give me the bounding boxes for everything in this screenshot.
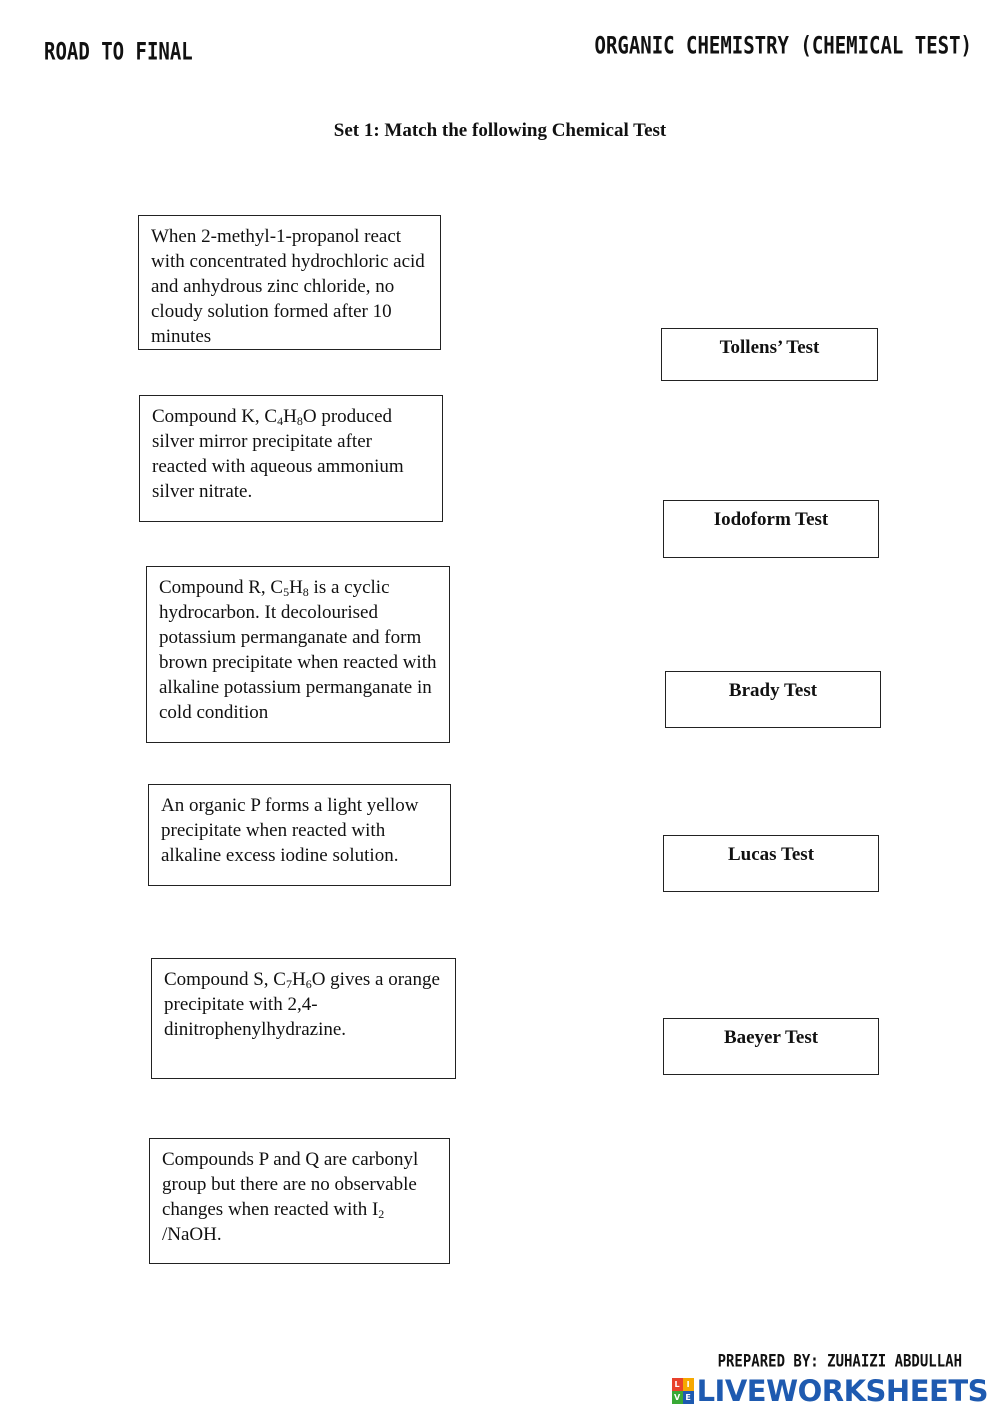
question-text-4: An organic P forms a light yellow precipitate when reacted with alkaline excess iodine solution. [161, 795, 419, 866]
question-text-1: When 2-methyl-1-propanol react with concentrated hydrochloric acid and anhydrous zinc chloride, no cloudy solution formed after 10 minutes [151, 226, 425, 347]
header-right-label: ORGANIC CHEMISTRY (CHEMICAL TEST) [594, 32, 972, 60]
header-left-label: ROAD TO FINAL [44, 38, 193, 66]
logo-mark-letter-e: E [683, 1391, 694, 1404]
liveworksheets-logo [672, 1374, 988, 1408]
logo-mark-letter-l: L [672, 1378, 683, 1391]
question-box-5 [151, 958, 456, 1079]
question-text-2: Compound K, $C_4H_8O$ produced silver mirror precipitate after reacted with aqueous ammonium silver nitrate. [152, 406, 404, 502]
answer-box-lucas-test[interactable]: Lucas Test [663, 835, 879, 892]
answer-box-tollens-test[interactable]: Tollens’ Test [661, 328, 878, 381]
question-box-4 [148, 784, 451, 886]
liveworksheets-logo-icon [672, 1378, 694, 1404]
question-box-3 [146, 566, 450, 743]
answer-box-brady-test[interactable]: Brady Test [665, 671, 881, 728]
answer-box-iodoform-test[interactable]: Iodoform Test [663, 500, 879, 558]
question-text-3: Compound R, $C_5H_8$ is a cyclic hydrocarbon. It decolourised potassium permanganate and form brown precipitate when reacted with alkaline potassium permanganate in cold condition [159, 577, 437, 723]
page-title: Set 1: Match the following Chemical Test [333, 120, 667, 141]
prepared-by-label: PREPARED BY: ZUHAIZI ABDULLAH [717, 1352, 962, 1372]
logo-mark-letter-i: I [683, 1378, 694, 1391]
question-box-2 [139, 395, 443, 522]
question-box-1 [138, 215, 441, 350]
answer-box-baeyer-test[interactable]: Baeyer Test [663, 1018, 879, 1075]
logo-mark-letter-v: V [672, 1391, 683, 1404]
question-text-6: Compounds P and Q are carbonyl group but there are no observable changes when reacted with $I_2$ /NaOH. [162, 1149, 419, 1245]
liveworksheets-logo-text: LIVEWORKSHEETS [696, 1374, 988, 1408]
question-text-5: Compound S, $C_7H_6O$ gives a orange precipitate with 2,4-dinitrophenylhydrazine. [164, 969, 440, 1040]
question-box-6 [149, 1138, 450, 1264]
